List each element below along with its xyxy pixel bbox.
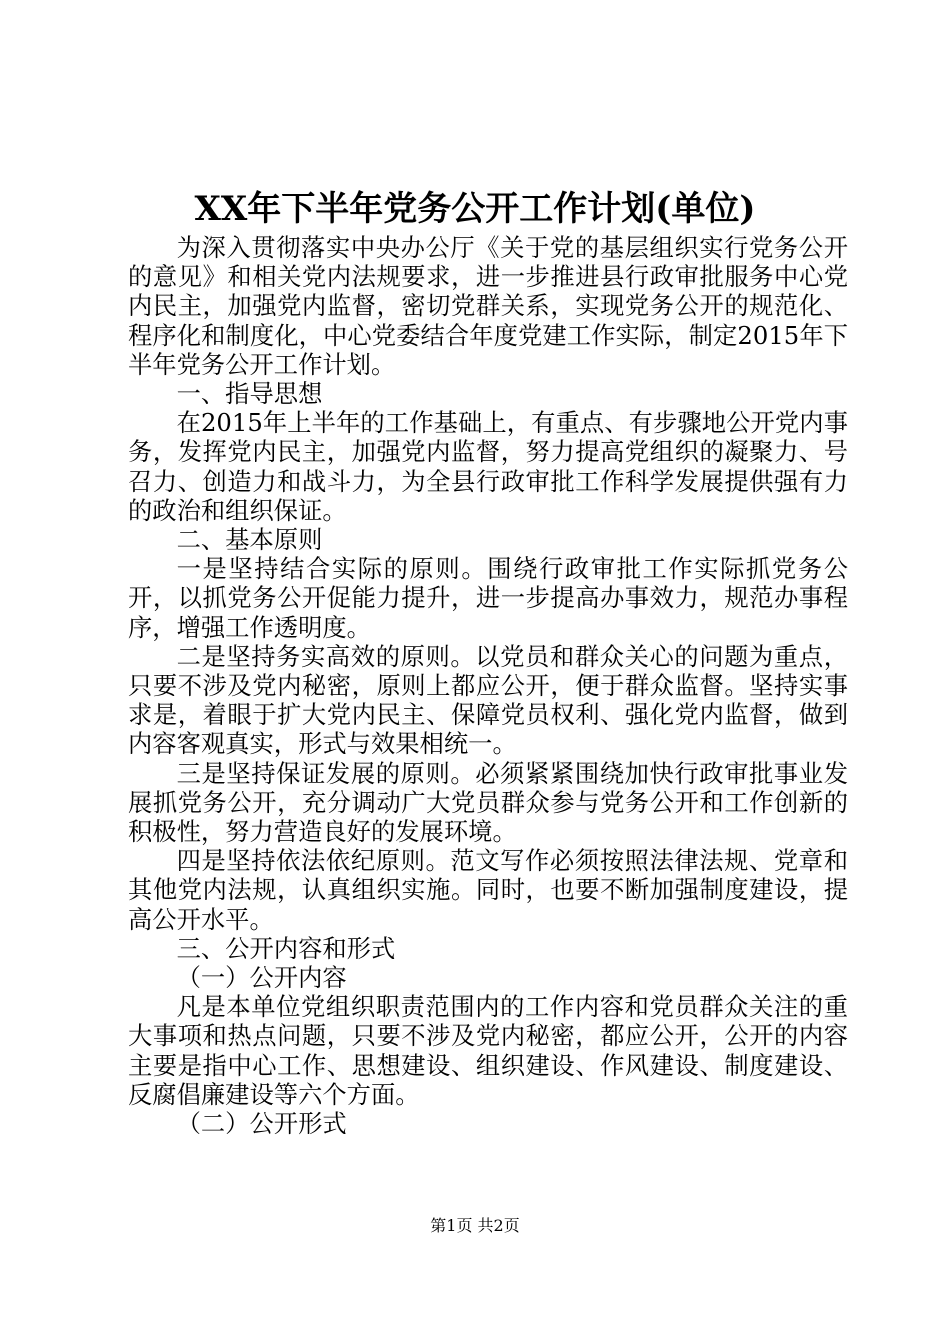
subsection-heading-content: （一）公开内容 (176, 963, 347, 993)
section-heading-basic-principles: 二、基本原则 (176, 525, 323, 555)
paragraph-principle-3: 三是坚持保证发展的原则。必须紧紧围绕加快行政审批事业发展抓党务公开，充分调动广大党员群众参与党务公开和工作创新的积极性，努力营造良好的发展环境。 (128, 758, 848, 847)
section-heading-content-and-form: 三、公开内容和形式 (176, 933, 396, 963)
document-body (128, 233, 848, 1138)
paragraph-principle-2: 二是坚持务实高效的原则。以党员和群众关心的问题为重点，只要不涉及党内秘密，原则上都应公开，便于群众监督。坚持实事求是，着眼于扩大党内民主、保障党员权利、强化党内监督，做到内容客观真实，形式与效果相统一。 (128, 641, 848, 759)
page-indicator: 第1页 共2页 (430, 1216, 520, 1235)
paragraph-guiding-thought: 在2015年上半年的工作基础上，有重点、有步骤地公开党内事务，发挥党内民主，加强党内监督，努力提高党组织的凝聚力、号召力、创造力和战斗力，为全县行政审批工作科学发展提供强有力的政治和组织保证。 (128, 408, 848, 525)
section-heading-guiding-thought: 一、指导思想 (176, 379, 323, 409)
document-title: XX年下半年党务公开工作计划(单位) (194, 189, 756, 229)
paragraph-principle-1: 一是坚持结合实际的原则。围绕行政审批工作实际抓党务公开，以抓党务公开促能力提升，进一步提高办事效力，规范办事程序，增强工作透明度。 (128, 554, 848, 642)
paragraph-content: 凡是本单位党组织职责范围内的工作内容和党员群众关注的重大事项和热点问题，只要不涉及党内秘密，都应公开，公开的内容主要是指中心工作、思想建设、组织建设、作风建设、制度建设、反腐倡廉建设等六个方面。 (128, 992, 848, 1109)
paragraph-principle-4: 四是坚持依法依纪原则。范文写作必须按照法律法规、党章和其他党内法规，认真组织实施。同时，也要不断加强制度建设，提高公开水平。 (128, 846, 848, 934)
paragraph-intro: 为深入贯彻落实中央办公厅《关于党的基层组织实行党务公开的意见》和相关党内法规要求，进一步推进县行政审批服务中心党内民主，加强党内监督，密切党群关系，实现党务公开的规范化、程序化和制度化，中心党委结合年度党建工作实际，制定2015年下半年党务公开工作计划。 (128, 233, 848, 379)
subsection-heading-form: （二）公开形式 (176, 1109, 347, 1139)
